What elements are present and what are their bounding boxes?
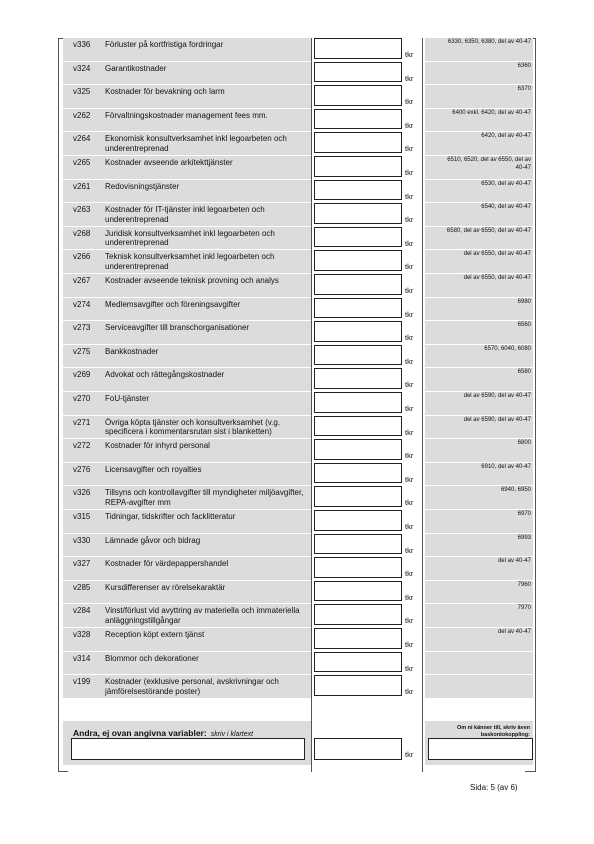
account-reference: 6580 [517,369,531,376]
account-reference: 7970 [517,605,531,612]
account-reference: del av 6590, del av 40-47 [463,393,531,399]
variable-label: Övriga köpta tjänster och konsultverksamhet (v.g. specificera i kommentarsrutan sist i blanketten) [105,417,281,437]
amount-input[interactable] [314,250,402,271]
table-row [59,416,535,440]
unit-label: tkr [405,73,414,83]
variable-code: v328 [73,630,91,639]
variable-label: Tidningar, tidskrifter och facklitteratur [105,512,236,521]
account-reference: 6970 [517,511,531,517]
variable-code: v269 [73,370,91,380]
variable-code: v261 [73,181,91,191]
variable-label: Teknisk konsultverksamhet inkl legoarbeten och underentreprenad [105,252,275,271]
table-row [59,345,535,369]
variable-code: v315 [73,512,91,521]
table-row [59,250,535,274]
variable-label: Vinst/förlust vid avyttring av materiella och immateriella anläggningstillgångar [105,606,300,625]
amount-input[interactable] [314,557,402,578]
unit-label: tkr [405,545,414,555]
table-row [59,368,535,392]
variable-label: Kostnader för värdepappershandel [105,559,229,569]
amount-input[interactable] [314,274,402,295]
corner-tick [525,771,535,772]
unit-label: tkr [405,640,414,649]
amount-input[interactable] [314,486,402,507]
variable-label: Redovisningstjänster [105,181,180,191]
corner-tick [58,771,68,772]
table-row [59,298,535,322]
other-variable-name-input[interactable] [71,738,305,760]
variable-label: Reception köpt extern tjänst [105,630,205,639]
variable-label: Förvaltningskostnader management fees mm. [105,110,268,120]
account-reference: del av 6550, del av 40-47 [463,275,531,281]
unit-label: tkr [405,286,414,295]
account-reference: del av 6550, del av 40-47 [463,251,531,258]
amount-input[interactable] [314,227,402,248]
account-reference: 6570, 6040, 6080 [484,345,531,352]
table-row [59,557,535,581]
variable-label: Medlemsavgifter och föreningsavgifter [105,299,241,309]
variable-code: v268 [73,228,91,238]
unit-label: tkr [405,498,414,508]
unit-label: tkr [405,404,414,413]
reference-cell [425,652,533,675]
variable-code: v275 [73,346,91,356]
variable-code: v327 [73,559,91,569]
account-reference: 6370 [517,86,531,93]
table-row [59,132,535,156]
variable-code: v267 [73,276,91,285]
variable-code: v326 [73,488,91,498]
variable-code: v263 [73,205,91,215]
variable-label: Kostnader för inhyrd personal [105,441,210,451]
account-reference: 6580, del av 6550, del av 40-47 [446,227,531,234]
amount-input[interactable] [314,156,402,177]
variable-code: v330 [73,535,91,545]
unit-label: tkr [405,451,414,461]
amount-input[interactable] [314,439,402,460]
variable-label: Serviceavgifter till branschorganisationer [105,323,250,333]
table-row [59,675,535,699]
amount-input[interactable] [314,203,402,224]
unit-label: tkr [405,144,414,154]
amount-input[interactable] [314,392,402,413]
account-reference: del av 40-47 [497,558,531,565]
unit-label: tkr [405,50,414,59]
variable-code: v199 [73,677,91,687]
amount-input[interactable] [314,652,402,673]
table-row [59,652,535,676]
variable-label: Kostnader avseende arkitekttjänster [105,158,233,167]
unit-label: tkr [405,333,414,343]
table-row [59,227,535,251]
amount-input[interactable] [314,62,402,83]
other-variable-account-input[interactable] [428,738,533,760]
variable-label: Kostnader avseende teknisk provning och analys [105,276,279,285]
amount-input[interactable] [314,368,402,389]
account-reference: 6530, del av 40-47 [481,180,531,187]
other-variables-heading [73,728,253,738]
amount-input[interactable] [314,534,402,555]
amount-input[interactable] [314,628,402,649]
variable-label: Förluster på kortfristiga fordringar [105,40,224,49]
table-row [59,392,535,416]
variable-label: Blommor och dekorationer [105,653,199,663]
account-reference: 6560 [517,322,531,329]
unit-label: tkr [405,522,414,531]
unit-label: tkr [405,427,414,437]
account-reference: 6993 [517,534,531,541]
amount-input[interactable] [314,38,402,59]
variable-code: v272 [73,441,91,451]
amount-input[interactable] [314,180,402,201]
table-row [59,203,535,227]
variable-code: v264 [73,134,91,144]
variable-label: Ekonomisk konsultverksamhet inkl legoarbeten och underentreprenad [105,134,287,153]
variable-label: Licensavgifter och royalties [105,464,202,474]
amount-input[interactable] [314,604,402,625]
table-row [59,439,535,463]
variable-label: Kostnader för bevakning och larm [105,87,225,97]
variable-code: v276 [73,464,91,474]
unit-label: tkr [405,616,414,626]
table-row [59,321,535,345]
variable-label: Kostnader (exklusive personal, avskrivningar och jämförelsestörande poster) [105,677,279,696]
account-reference: 6980 [517,298,531,305]
variable-code: v266 [73,252,91,262]
amount-input[interactable] [314,85,402,106]
amount-input[interactable] [314,321,402,342]
table-row [59,274,535,298]
account-reference: 6540, del av 40-47 [481,204,531,211]
unit-label: tkr [405,97,414,107]
form-frame [58,38,536,772]
variable-code: v265 [73,158,91,167]
variable-code: v314 [73,653,91,663]
table-row [59,628,535,652]
account-reference: 6420, del av 40-47 [481,133,531,140]
other-variables-heading-text: Andra, ej ovan angivna variabler: [73,728,207,738]
table-row [59,534,535,558]
table-row [59,180,535,204]
amount-input[interactable] [314,416,402,437]
unit-label: tkr [405,687,414,697]
account-reference: 7960 [517,581,531,588]
variable-label: Kursdifferenser av rörelsekaraktär [105,582,226,592]
table-row [59,85,535,109]
account-mapping-note: Om ni känner till, skriv även baskontokoppling: [456,725,530,738]
variable-label: Advokat och rättegångskostnader [105,370,225,380]
table-row [59,463,535,487]
variable-code: v274 [73,299,91,309]
amount-input[interactable] [314,581,402,602]
table-row [59,510,535,534]
variable-code: v284 [73,606,91,616]
unit-label: tkr [405,569,414,579]
amount-input[interactable] [314,675,402,696]
table-row [59,38,535,62]
unit-label: tkr [405,191,414,201]
variable-label: Garantikostnader [105,63,167,73]
unit-label: tkr [405,120,414,130]
variable-code: v270 [73,394,91,403]
account-reference: 6940, 6950 [500,487,531,494]
account-reference: del av 6590, del av 40-47 [463,416,531,423]
other-variables-hint: skriv i klartext [210,731,254,738]
unit-label: tkr [405,168,414,177]
variable-label: Juridisk konsultverksamhet inkl legoarbeten och underentreprenad [105,228,275,248]
variable-code: v262 [73,110,91,120]
variable-label: Lämnade gåvor och bidrag [105,535,201,545]
page-number: Sida: 5 (av 6) [470,783,518,792]
variable-code: v325 [73,87,91,97]
table-row [59,109,535,133]
amount-input[interactable] [314,463,402,484]
unit-label: tkr [405,474,414,484]
amount-input[interactable] [314,109,402,130]
variable-label: Kostnader för IT-tjänster inkl legoarbeten och underentreprenad [105,205,265,224]
variable-code: v273 [73,323,91,333]
unit-label: tkr [405,238,414,248]
unit-label: tkr [405,592,414,602]
account-reference: 6510, 6520, del av 6550, del av 40-47 [447,157,531,171]
other-variables-section [59,721,535,766]
unit-label: tkr [405,262,414,272]
variable-code: v285 [73,582,91,592]
variable-label: Tillsyns och kontrollavgifter till myndigheter miljöavgifter, REPA-avgifter mm [105,488,304,507]
table-row [59,62,535,86]
amount-input[interactable] [314,345,402,366]
other-variable-value-input[interactable] [314,738,402,760]
variable-label: Bankkostnader [105,346,159,356]
account-reference: del av 40-47 [497,629,531,635]
account-reference: 6360 [517,62,531,69]
unit-label: tkr [405,356,414,366]
unit-label: tkr [405,663,414,673]
table-row [59,604,535,628]
account-reference: 6330, 6350, 6380, del av 40-47 [447,39,531,45]
account-reference: 6800 [517,440,531,447]
variable-code: v336 [73,40,91,49]
table-row [59,156,535,180]
table-row [59,581,535,605]
variable-code: v324 [73,63,91,73]
variable-code: v271 [73,417,91,427]
account-reference: 6400 exkl. 6420, del av 40-47 [452,109,531,116]
account-reference: 6910, del av 40-47 [481,463,531,470]
table-row [59,486,535,510]
amount-input[interactable] [314,132,402,153]
unit-label: tkr [405,750,414,759]
unit-label: tkr [405,309,414,319]
reference-cell [425,675,533,698]
amount-input[interactable] [314,510,402,531]
unit-label: tkr [405,380,414,390]
variable-label: FoU-tjänster [105,394,150,403]
amount-input[interactable] [314,298,402,319]
unit-label: tkr [405,215,414,225]
